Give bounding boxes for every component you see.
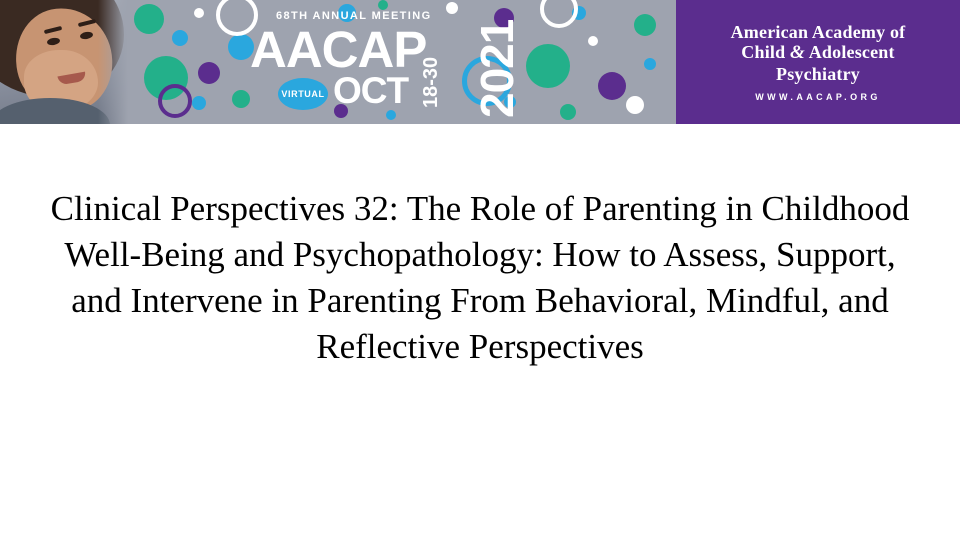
meeting-month: OCT bbox=[333, 70, 409, 111]
aacap-acronym: AACAP bbox=[250, 21, 427, 78]
child-photo bbox=[0, 0, 128, 124]
logo-line-2-pre: Child bbox=[741, 42, 791, 63]
annual-meeting-label: 68TH ANNUAL MEETING bbox=[276, 10, 432, 22]
logo-line-2 bbox=[741, 42, 894, 63]
logo-line-3: Psychiatry bbox=[776, 63, 860, 84]
banner-graphic-area bbox=[128, 0, 676, 124]
meeting-year: 2021 bbox=[471, 19, 523, 118]
meeting-text-group bbox=[128, 0, 676, 124]
logo-website-url: WWW.AACAP.ORG bbox=[755, 91, 881, 102]
title-block bbox=[40, 186, 920, 369]
logo-line-1: American Academy of bbox=[730, 22, 906, 43]
ampersand-glyph: & bbox=[790, 42, 805, 64]
photo-gradient-fade bbox=[98, 0, 128, 124]
aacap-meeting-banner bbox=[0, 0, 960, 124]
virtual-badge: VIRTUAL bbox=[278, 78, 328, 110]
logo-line-2-post: Adolescent bbox=[805, 42, 895, 63]
meeting-date-range: 18-30 bbox=[420, 56, 442, 108]
aacap-logo bbox=[676, 0, 960, 124]
page-title: Clinical Perspectives 32: The Role of Parenting in Childhood Well-Being and Psychopathology: How to Assess, Support, and Intervene in Parenting From Behavioral, Mindful, and Reflective Perspectives bbox=[50, 189, 910, 366]
